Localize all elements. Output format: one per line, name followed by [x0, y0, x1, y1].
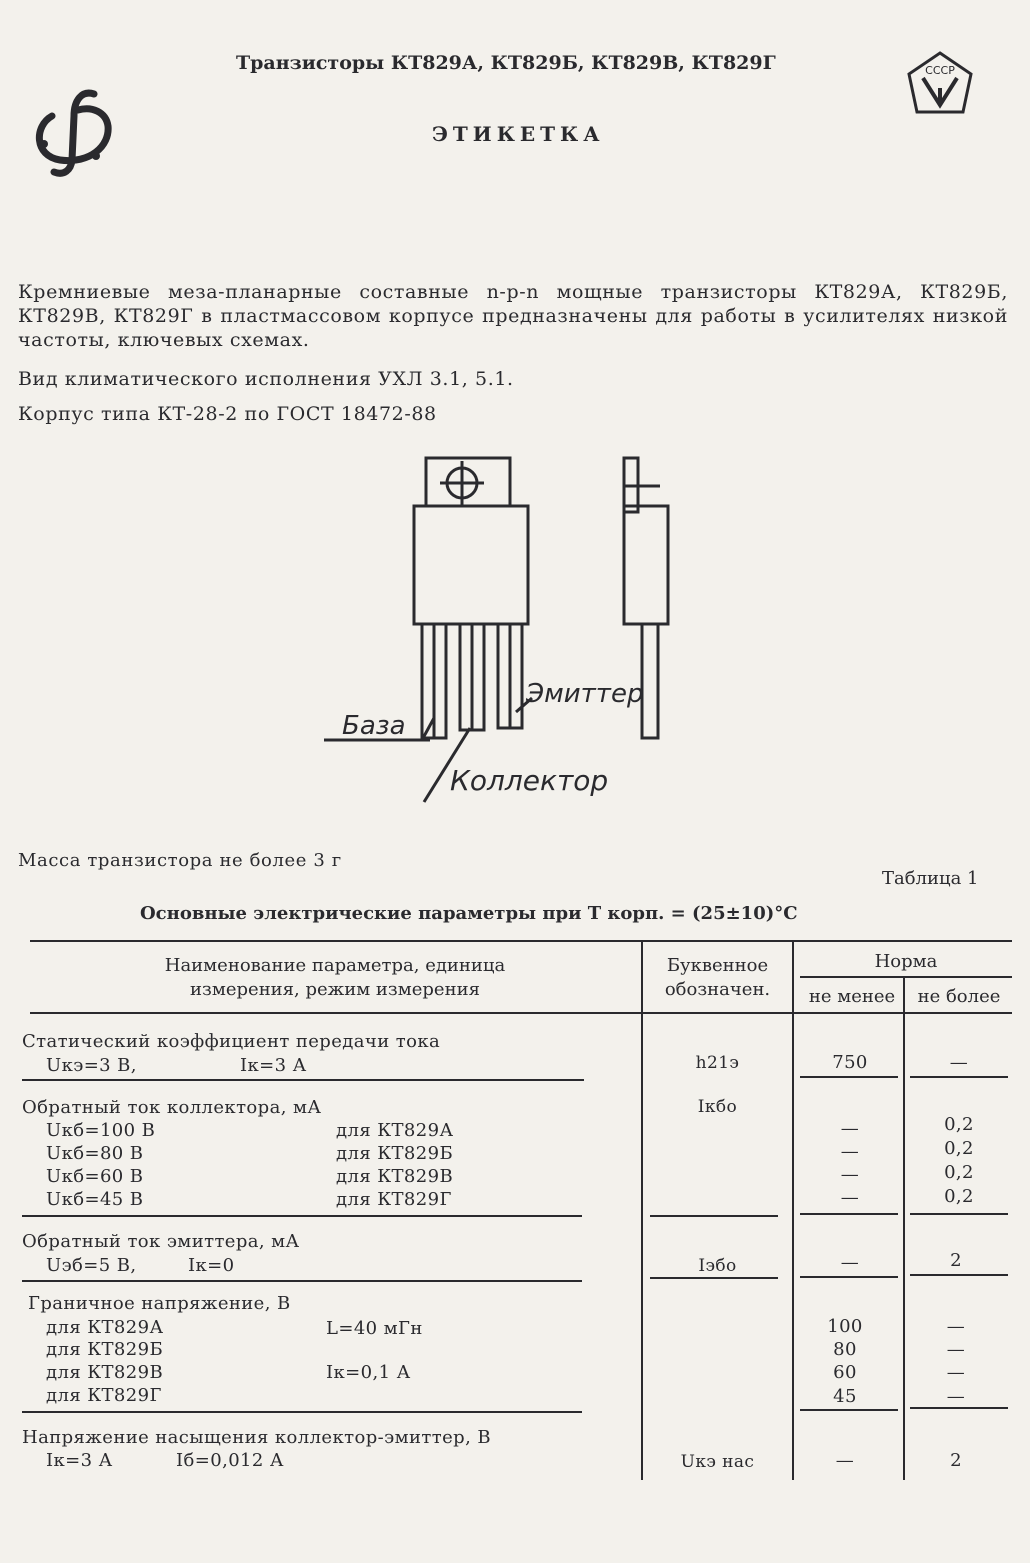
col-divider-max: [903, 976, 905, 1480]
row2-type: для КТ829Б: [336, 1143, 454, 1164]
row4-type: для КТ829В: [46, 1362, 164, 1383]
row5-name: Напряжение насыщения коллектор-эмиттер, В: [22, 1427, 491, 1448]
header-max: не более: [917, 986, 1001, 1007]
row2-min: —: [840, 1141, 860, 1162]
header-norm: Норма: [874, 951, 938, 972]
row2-max: 0,2: [944, 1138, 974, 1159]
row2-name: Обратный ток коллектора, мА: [22, 1097, 322, 1118]
row5-min: —: [835, 1450, 855, 1471]
row3-cond: Uэб=5 В,: [46, 1255, 137, 1276]
row1-max: —: [949, 1052, 969, 1073]
row1-cond: Uкэ=3 В,: [46, 1055, 137, 1076]
page-title: Транзисторы КТ829А, КТ829Б, КТ829В, КТ829Г: [236, 52, 776, 74]
row4-type: для КТ829А: [46, 1317, 164, 1338]
row2-symbol: Iкбо: [697, 1097, 738, 1117]
row4-name: Граничное напряжение, В: [28, 1293, 291, 1314]
row4-cond-i: Iк=0,1 А: [326, 1362, 411, 1383]
col-divider-symbol: [641, 940, 643, 1480]
row2-type: для КТ829В: [336, 1166, 454, 1187]
manufacturer-logo: [30, 86, 122, 182]
mass-spec: Масса транзистора не более 3 г: [18, 850, 342, 871]
climate-spec: Вид климатического исполнения УХЛ 3.1, 5.1.: [18, 368, 514, 390]
collector-label: Коллектор: [450, 764, 609, 797]
row4-max: —: [946, 1386, 966, 1407]
row2-max: 0,2: [944, 1162, 974, 1183]
row2-cond: Uкб=60 В: [46, 1166, 144, 1187]
package-drawing: [310, 450, 690, 814]
row5-cond: Iк=3 А: [46, 1450, 113, 1471]
table-header-rule: [30, 1012, 1012, 1014]
row4-cond-l: L=40 мГн: [326, 1318, 423, 1339]
table-top-rule: [30, 940, 1012, 942]
row2-cond: Uкб=45 В: [46, 1189, 144, 1210]
row4-max: —: [946, 1362, 966, 1383]
row4-max: —: [946, 1339, 966, 1360]
svg-text:СССР: СССР: [925, 64, 955, 77]
row3-name: Обратный ток эмиттера, мА: [22, 1231, 300, 1252]
emitter-label: Эмиттер: [526, 679, 644, 709]
norm-subheader-rule: [800, 976, 1012, 978]
row3-cond: Iк=0: [188, 1255, 235, 1276]
table-number: Таблица 1: [882, 868, 979, 889]
table-title: Основные электрические параметры при Т корп. = (25±10)°С: [140, 903, 798, 924]
row4-type: для КТ829Б: [46, 1339, 164, 1360]
row1-min: 750: [832, 1052, 868, 1073]
header-min: не менее: [808, 986, 896, 1007]
col-divider-min: [792, 940, 794, 1480]
row5-symbol: Uкэ нас: [680, 1452, 755, 1472]
base-label: База: [342, 711, 406, 741]
row4-min: 100: [827, 1316, 863, 1337]
row2-type: для КТ829Г: [336, 1189, 452, 1210]
row2-cond: Uкб=80 В: [46, 1143, 144, 1164]
document-type: ЭТИКЕТКА: [432, 122, 605, 146]
row3-min: —: [840, 1252, 860, 1273]
row4-min: 80: [833, 1339, 857, 1360]
row4-max: —: [946, 1316, 966, 1337]
row2-max: 0,2: [944, 1114, 974, 1135]
row1-cond: Iк=3 А: [240, 1055, 307, 1076]
header-symbol: Буквенное обозначен.: [664, 955, 771, 1000]
row2-min: —: [840, 1118, 860, 1139]
description-paragraph: Кремниевые меза-планарные составные n-p-n мощные транзисторы КТ829А, КТ829Б, КТ829В, КТ829Г в пластмассовом корпусе предназначены для работы в усилителях низкой частоты, ключевых схемах.: [18, 281, 1008, 351]
row3-max: 2: [950, 1250, 962, 1271]
quality-mark-emblem: [905, 50, 975, 124]
row2-type: для КТ829А: [336, 1120, 454, 1141]
row2-max: 0,2: [944, 1186, 974, 1207]
header-param: Наименование параметра, единица измерения, режим измерения: [164, 955, 506, 1000]
row3-symbol: Iэбо: [698, 1256, 737, 1276]
row4-type: для КТ829Г: [46, 1385, 162, 1406]
row2-cond: Uкб=100 В: [46, 1120, 156, 1141]
row4-min: 60: [833, 1362, 857, 1383]
package-spec: Корпус типа КТ-28-2 по ГОСТ 18472-88: [18, 403, 437, 425]
row1-name: Статический коэффициент передачи тока: [22, 1031, 441, 1052]
row1-symbol: h21э: [695, 1053, 740, 1073]
row5-max: 2: [950, 1450, 962, 1471]
row4-min: 45: [833, 1386, 857, 1407]
row5-cond: Iб=0,012 А: [176, 1450, 284, 1471]
row2-min: —: [840, 1164, 860, 1185]
row2-min: —: [840, 1187, 860, 1208]
